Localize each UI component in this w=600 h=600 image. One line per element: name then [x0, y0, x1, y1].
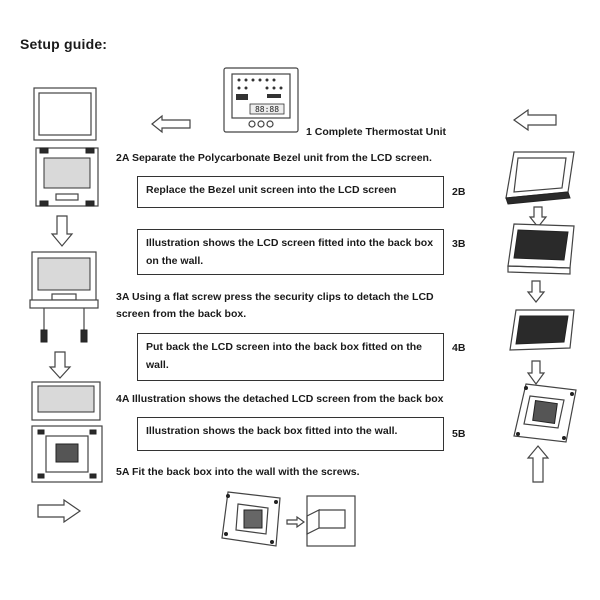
left-arrow-icon [150, 114, 194, 134]
step-4b-text: Put back the LCD screen into the back box fitted on the wall. [146, 341, 422, 371]
page-title: Setup guide: [20, 36, 108, 52]
step-5b-number: 5B [452, 428, 466, 440]
step-5b-text: Illustration shows the back box fitted into the wall. [146, 425, 398, 437]
thermostat-unit-illustration [222, 66, 302, 136]
lcd-readout: 88:88 [254, 105, 280, 114]
back-box-illustration [30, 424, 104, 486]
step-3a-label-line1: 3A Using a flat screw press the security clips to detach the LCD [116, 291, 434, 303]
lcd-fitted-illustration [504, 222, 578, 278]
bezel-on-lcd-illustration [500, 148, 580, 208]
right-arrow-icon [36, 498, 82, 524]
down-arrow-icon [50, 214, 74, 248]
detached-lcd-illustration [28, 378, 104, 424]
step-2a-label: 2A Separate the Polycarbonate Bezel unit from the LCD screen. [116, 152, 432, 164]
small-right-arrow-icon [286, 516, 306, 528]
down-arrow-icon [526, 280, 546, 304]
step-2b-box [137, 176, 444, 208]
step-5a-label: 5A Fit the back box into the wall with the screws. [116, 466, 360, 478]
up-arrow-icon [526, 444, 550, 484]
step-5b-box [137, 417, 444, 451]
step-2b-number: 2B [452, 186, 466, 198]
step-4b-box [137, 333, 444, 381]
left-arrow-icon [512, 108, 558, 132]
wall-mounting-illustration [218, 488, 288, 552]
step-2b-text: Replace the Bezel unit screen into the LCD screen [146, 184, 397, 196]
back-box-wall-illustration [510, 382, 580, 446]
down-arrow-icon [48, 350, 72, 380]
lcd-screen-illustration [32, 146, 102, 210]
step-3b-number: 3B [452, 238, 466, 250]
step-1-label: 1 Complete Thermostat Unit [306, 126, 447, 138]
step-3b-box [137, 229, 444, 275]
step-3a-label-line2: screen from the back box. [116, 308, 247, 320]
step-3b-text: Illustration shows the LCD screen fitted into the back box on the wall. [146, 237, 434, 267]
bezel-illustration [30, 84, 100, 144]
step-4b-number: 4B [452, 342, 466, 354]
lcd-back-box-illustration [504, 308, 578, 358]
step-4a-label: 4A Illustration shows the detached LCD screen from the back box [116, 393, 444, 405]
wall-box-illustration [305, 492, 359, 550]
lcd-with-screwdrivers-illustration [22, 250, 106, 346]
